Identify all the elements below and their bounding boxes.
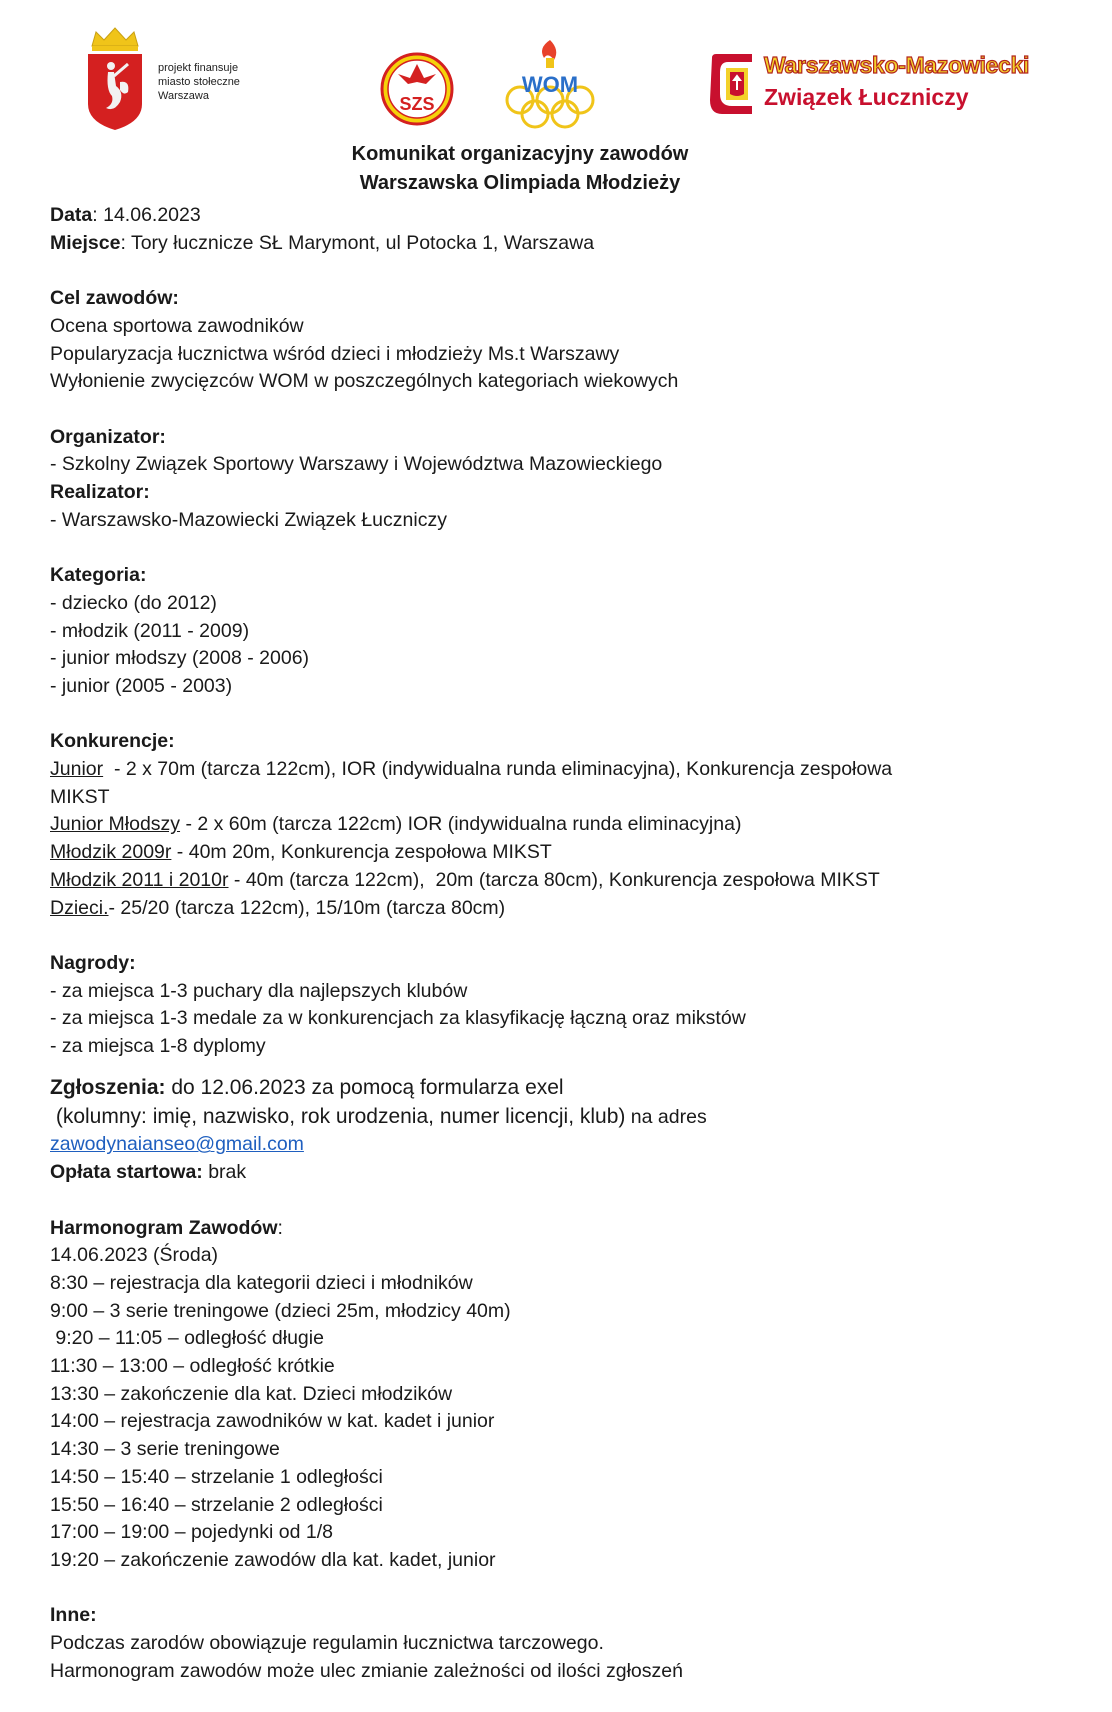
realizer-value: - Warszawsko-Mazowiecki Związek Łuczniczy: [50, 508, 447, 531]
registration-columns-row: [50, 1103, 1070, 1132]
competition-name: Dzieci.: [50, 896, 109, 919]
organizer-value: - Szkolny Związek Sportowy Warszawy i Województwa Mazowieckiego: [50, 453, 663, 476]
caption-line: miasto stołeczne: [158, 76, 240, 88]
category-item: - junior młodszy (2008 - 2006): [50, 647, 310, 670]
warszawa-logo: [84, 26, 259, 132]
competition-row: [50, 784, 1070, 812]
competition-desc: - 2 x 70m (tarcza 122cm), IOR (indywidualna runda eliminacyjna), Konkurencja zespołowa: [103, 758, 893, 780]
competition-desc: MIKST: [50, 785, 110, 808]
goal-item: Popularyzacja łucznictwa wśród dzieci i młodzieży Ms.t Warszawy: [50, 342, 620, 365]
competition-row: [50, 895, 1070, 923]
schedule-item: 9:20 – 11:05 – odległość długie: [50, 1327, 324, 1350]
registration-email-link[interactable]: zawodynaianseo@gmail.com: [50, 1133, 304, 1156]
schedule-item: 9:00 – 3 serie treningowe (dzieci 25m, młodzicy 40m): [50, 1299, 511, 1322]
competitions-heading: Konkurencje:: [50, 730, 175, 753]
competition-name: Junior Młodszy: [50, 813, 181, 836]
caption-line: Warszawa: [158, 90, 209, 102]
category-item: - junior (2005 - 2003): [50, 674, 233, 697]
schedule-item: 14:50 – 15:40 – strzelanie 1 odległości: [50, 1465, 383, 1488]
document-body: [50, 202, 1070, 1685]
wom-logo-icon: [498, 38, 602, 130]
other-heading: Inne:: [50, 1604, 97, 1627]
competition-desc: - 40m (tarcza 122cm), 20m (tarcza 80cm), Konkurencja zespołowa MIKST: [228, 868, 880, 891]
competition-name: Młodzik 2011 i 2010r: [50, 868, 229, 891]
competition-desc: - 25/20 (tarcza 122cm), 15/10m (tarcza 80cm): [108, 896, 506, 919]
competition-name: Junior: [50, 758, 104, 780]
competition-row: [50, 839, 1070, 867]
prize-item: - za miejsca 1-3 medale za w konkurencjach za klasyfikację łączną oraz mikstów: [50, 1007, 746, 1030]
fee-row: [50, 1159, 1070, 1187]
schedule-heading: Harmonogram Zawodów: [50, 1216, 278, 1239]
place-row: [50, 230, 1070, 258]
schedule-item: 15:50 – 16:40 – strzelanie 2 odległości: [50, 1493, 383, 1516]
warszawa-crest-icon: [84, 26, 146, 132]
goal-heading: Cel zawodów:: [50, 287, 179, 310]
warszawa-caption: [158, 61, 240, 103]
szs-logo-icon: [380, 52, 454, 126]
schedule-date: 14.06.2023 (Środa): [50, 1244, 219, 1267]
schedule-item: 8:30 – rejestracja dla kategorii dzieci i młodników: [50, 1271, 473, 1294]
wmzl-logo: [708, 50, 1068, 120]
wmzl-line1: Warszawsko-Mazowiecki: [764, 52, 1030, 78]
registration-value: do 12.06.2023 za pomocą formularza exel: [165, 1075, 564, 1099]
goal-item: Ocena sportowa zawodników: [50, 314, 304, 337]
date-label: Data: [50, 204, 93, 226]
competition-desc: - 40m 20m, Konkurencja zespołowa MIKST: [171, 841, 552, 864]
goal-item: Wyłonienie zwycięzców WOM w poszczególnych kategoriach wiekowych: [50, 370, 679, 393]
schedule-item: 19:20 – zakończenie zawodów dla kat. kadet, junior: [50, 1548, 496, 1571]
fee-value: brak: [202, 1161, 247, 1184]
wmzl-line2: Związek Łuczniczy: [764, 84, 969, 110]
header-logos: [0, 0, 1112, 140]
competition-name: Młodzik 2009r: [50, 841, 172, 864]
wmzl-eagle-icon: [708, 54, 758, 114]
competition-row: [50, 867, 1070, 895]
schedule-item: 14:30 – 3 serie treningowe: [50, 1438, 280, 1461]
realizer-heading: Realizator:: [50, 481, 150, 503]
competition-row: [50, 811, 1070, 839]
document-title-line2: Warszawska Olimpiada Młodzieży: [359, 172, 681, 194]
other-item: Harmonogram zawodów może ulec zmianie zależności od ilości zgłoszeń: [50, 1659, 683, 1682]
document-title-line1: Komunikat organizacyjny zawodów: [351, 143, 689, 165]
category-heading: Kategoria:: [50, 564, 147, 587]
place-label: Miejsce: [50, 231, 121, 254]
schedule-heading-suffix: :: [277, 1216, 283, 1239]
prize-item: - za miejsca 1-8 dyplomy: [50, 1035, 266, 1058]
schedule-heading-row: [50, 1215, 1070, 1243]
place-value: : Tory łucznicze SŁ Marymont, ul Potocka 1, Warszawa: [120, 231, 595, 254]
szs-logo-text: SZS: [399, 94, 435, 114]
organizer-heading: Organizator:: [50, 425, 166, 448]
registration-to-address: na adres: [625, 1105, 707, 1128]
schedule-item: 14:00 – rejestracja zawodników w kat. kadet i junior: [50, 1410, 495, 1433]
other-item: Podczas zarodów obowiązuje regulamin łucznictwa tarczowego.: [50, 1632, 604, 1655]
category-item: - dziecko (do 2012): [50, 591, 217, 614]
date-value: : 14.06.2023: [92, 204, 201, 226]
schedule-item: 17:00 – 19:00 – pojedynki od 1/8: [50, 1521, 333, 1544]
category-item: - młodzik (2011 - 2009): [50, 619, 250, 642]
wom-logo-text: WOM: [521, 72, 579, 97]
registration-row: [50, 1073, 1070, 1103]
caption-line: projekt finansuje: [158, 62, 239, 74]
fee-label: Opłata startowa:: [50, 1161, 203, 1184]
registration-columns: (kolumny: imię, nazwisko, rok urodzenia, numer licencji, klub): [50, 1104, 626, 1128]
prize-item: - za miejsca 1-3 puchary dla najlepszych klubów: [50, 979, 468, 1002]
competition-row: [50, 756, 1070, 784]
schedule-item: 11:30 – 13:00 – odległość krótkie: [50, 1355, 335, 1378]
date-row: [50, 202, 1070, 230]
competition-desc: - 2 x 60m (tarcza 122cm) IOR (indywidualna runda eliminacyjna): [180, 813, 742, 836]
registration-label: Zgłoszenia:: [50, 1075, 166, 1099]
schedule-item: 13:30 – zakończenie dla kat. Dzieci młodzików: [50, 1382, 453, 1405]
prizes-heading: Nagrody:: [50, 951, 136, 974]
